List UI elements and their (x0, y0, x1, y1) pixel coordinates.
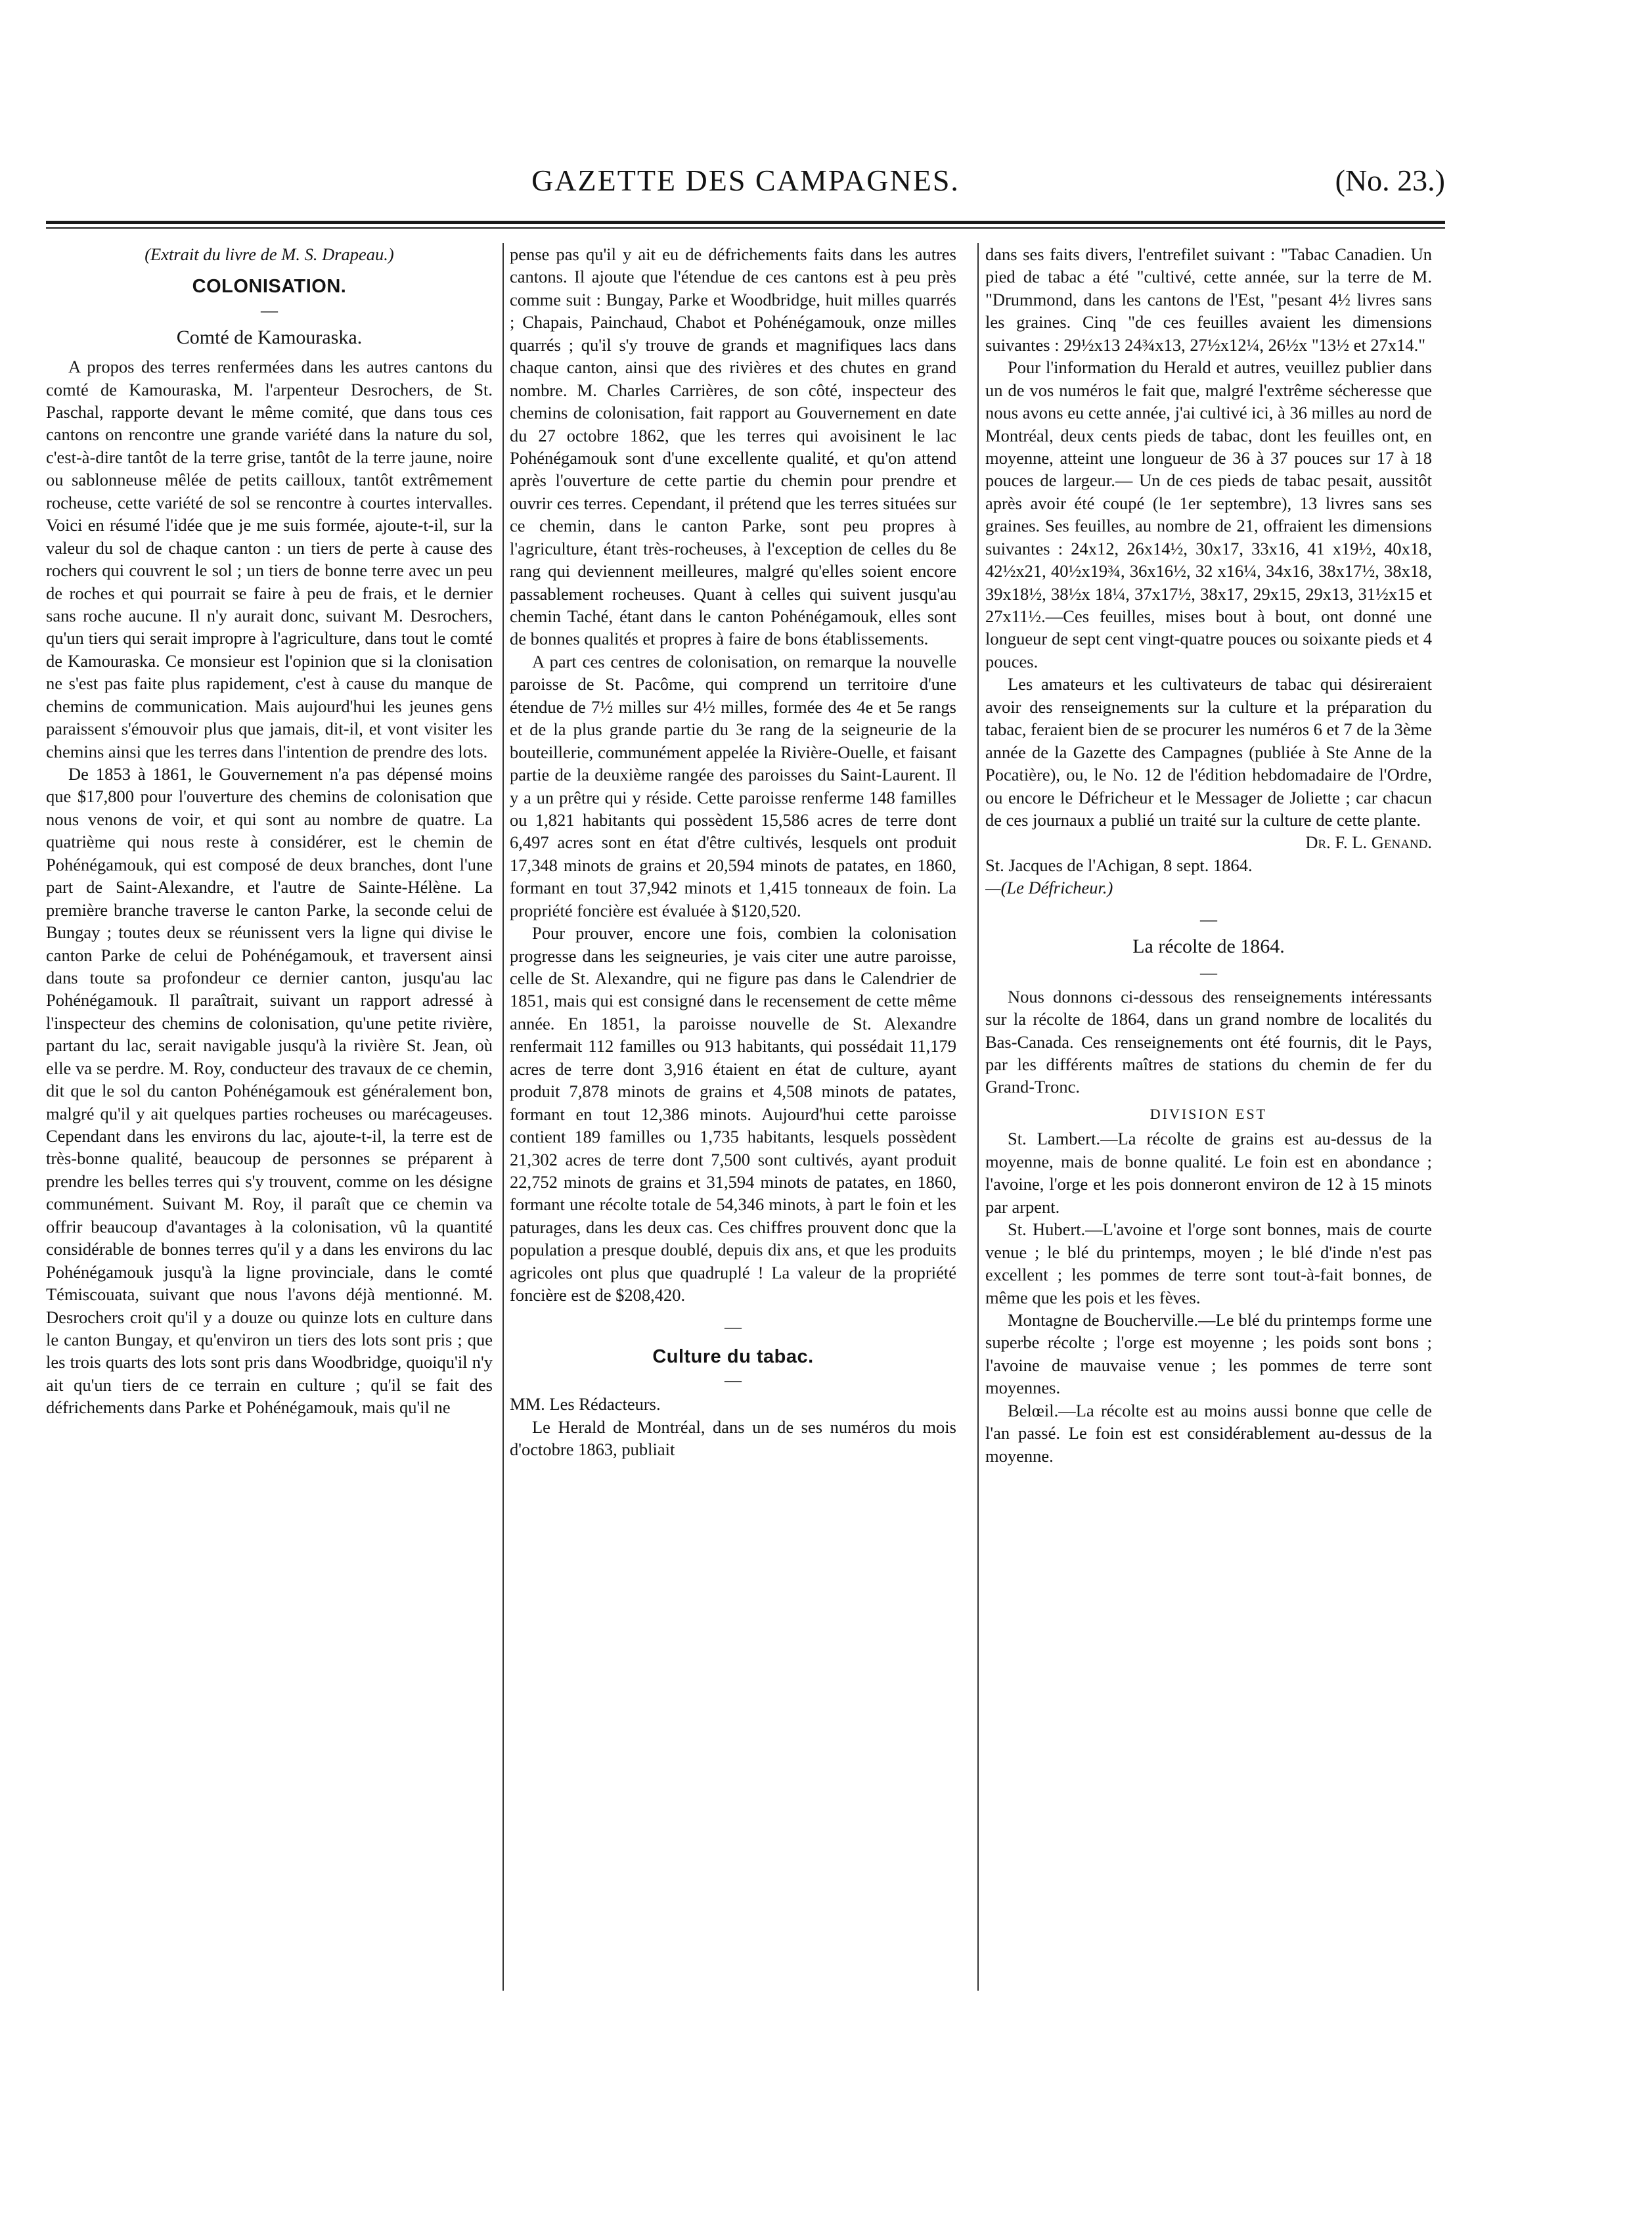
paragraph: Les amateurs et les cultivateurs de tabac qui désireraient avoir des renseignements sur la culture et la préparation du tabac, feraient bien de se procurer les numéros 6 et 7 de la 3ème année de la Gazette des Campagnes (publiée à Ste Anne de la Pocatière), ou, le No. 12 de l'édition hebdomadaire de l'Ordre, ou encore le Défricheur et le Messager de Joliette ; car chacun de ces journaux a publié un traité sur la culture de cette plante. (985, 674, 1432, 830)
newspaper-title: GAZETTE DES CAMPAGNES. (531, 164, 960, 197)
header-rule-thin (46, 227, 1445, 229)
separator-dash: — (1200, 909, 1217, 929)
separator-dash: — (1200, 962, 1217, 982)
paragraph: dans ses faits divers, l'entrefilet suivant : "Tabac Canadien. Un pied de tabac a été "cultivé, cette année, sur la terre de M. "Drummond, dans les cantons de l'Est, "pesant 4½ livres sans les graines. Cinq "de ces feuilles avaient les dimensions suivantes : 29½x13 24¾x13, 27½x12¼, 26½x "13½ et 27x14." (985, 244, 1432, 355)
paragraph: Le Herald de Montréal, dans un de ses numéros du mois d'octobre 1863, publiait (510, 1416, 956, 1460)
paragraph: St. Hubert.—L'avoine et l'orge sont bonnes, mais de courte venue ; le blé du printemps, moyen ; le blé d'inde n'est pas excellent ; les pommes de terre sont tout-à-fait bonnes, de même que les pois et les fèves. (985, 1219, 1432, 1307)
paragraph: A part ces centres de colonisation, on remarque la nouvelle paroisse de St. Pacôme, qui comprend un territoire d'une étendue de 7½ milles sur 4½ milles, formée des 4e et 5e rangs et de la plus grande partie du 3e rang de la seigneurie de la bouteillerie, communément appelée la Rivière-Ouelle, et faisant partie de la deuxième rangée des paroisses du Saint-Laurent. Il y a un prêtre qui y réside. Cette paroisse renferme 148 familles ou 1,821 habitants qui possèdent 15,586 acres de terre dont 6,497 acres sont en état d'être cultivés, lesquels ont produit 17,348 minots de grains et 20,594 minots de patates, en 1860, formant en tout 37,942 minots et 1,415 tonneaux de foin. La propriété foncière est évaluée à $120,520. (510, 651, 956, 920)
salutation: MM. Les Rédacteurs. (510, 1394, 661, 1414)
article-title: La récolte de 1864. (1132, 935, 1285, 957)
signature: Dr. F. L. Genand. (1305, 832, 1432, 853)
article-title: Culture du tabac. (652, 1346, 814, 1367)
issue-number: (No. 23.) (1335, 164, 1445, 197)
header-rule-thick (46, 221, 1445, 224)
separator-dash: — (261, 301, 278, 321)
extract-note: (Extrait du livre de M. S. Drapeau.) (145, 244, 394, 264)
paragraph: A propos des terres renfermées dans les autres cantons du comté de Kamouraska, M. l'arpenteur Desrochers, de St. Paschal, rapporte devant le même comité, que dans tous ces cantons on rencontre une grande variété dans la nature du sol, c'est-à-dire tantôt de la terre grise, tantôt de la terre jaune, noire ou sablonneuse mêlée de petits cailloux, tantôt extrêmement rocheuse, cette variété de sol se rencontre à courtes intervalles. Voici en résumé l'idée que je me suis formée, ajoute-t-il, sur la valeur du sol de chaque canton : un tiers de perte à cause des rochers qui couvrent le sol ; un tiers de bonne terre avec un peu de roches et qui pourrait se faire à peu de frais, et le dernier sans roche aucune. Il n'y aurait donc, suivant M. Desrochers, qu'un tiers qui serait impropre à l'agriculture, dans tout le comté de Kamouraska. Ce monsieur est l'opinion que si la clonisation ne s'est pas faite plus rapidement, c'est à cause du manque de chemins de communication. Mais aujourd'hui les jeunes gens paraissent s'émouvoir plus que jamais, dit-il, et vont visiter les chemins ainsi que les terres dans l'intention de prendre des lots. (46, 357, 493, 761)
paragraph: St. Lambert.—La récolte de grains est au-dessus de la moyenne, mais de bonne qualité. Le foin est en abondance ; l'avoine, l'orge et les pois donneront environ de 12 à 15 minots par arpent. (985, 1129, 1432, 1217)
page-header (46, 163, 1445, 209)
column-2 (510, 243, 956, 2004)
paragraph: pense pas qu'il y ait eu de défrichements faits dans les autres cantons. Il ajoute que l'étendue de ces cantons est à peu près comme suit : Bungay, Parke et Woodbridge, huit milles quarrés ; Chapais, Painchaud, Chabot et Pohénégamouk, onze milles quarrés ; qu'il s'y trouve de grands et magnifiques lacs dans chaque canton, ainsi que des rivières et des chutes en grand nombre. M. Charles Carrières, de son côté, inspecteur des chemins de colonisation, fait rapport au Gouvernement en date du 27 octobre 1862, que les terres qui avoisinent le lac Pohénégamouk sont d'une excellente qualité, et qu'on attend après l'ouverture de cette partie du chemin pour prendre et ouvrir ces terres. Cependant, il prétend que les terres situées sur ce chemin, dans le canton Parke, sont peu propres à l'agriculture, étant très-rocheuses, à l'exception de celles du 8e rang qui deviennent meilleures, malgré qu'elles soient encore passablement rocheuses. Quant à celles qui suivent jusqu'au chemin Taché, étant dans le canton Pohénégamouk, elles sont de bonnes qualités et propres à faire de bons établissements. (510, 244, 956, 649)
section-heading: COLONISATION. (192, 276, 347, 298)
paragraph: Pour l'information du Herald et autres, veuillez publier dans un de vos numéros le fait que, malgré l'extrême sécheresse que nous avons eu cette année, j'ai cultivé ici, à 36 milles au nord de Montréal, deux cents pieds de tabac, dont les feuilles ont, en moyenne, atteint une longueur de 36 à 37 pouces sur 17 à 18 pouces de largeur.— Un de ces pieds de tabac pesait, aussitôt après avoir été coupé (le 1er septembre), 13 livres sans ses graines. Ses feuilles, au nombre de 21, offraient les dimensions suivantes : 24x12, 26x14½, 30x17, 33x16, 41 x19½, 40x18, 42½x21, 40½x19¾, 36x16½, 32 x16¼, 34x16, 38x17½, 38x18, 39x18½, 38½x 18¼, 37x17½, 38x17, 29x15, 29x13, 31½x15 et 27x11½.—Ces feuilles, mises bout à bout, ont donné une longueur de sept cent vingt-quatre pouces ou soixante pieds et 4 pouces. (985, 357, 1432, 671)
column-1 (46, 243, 493, 2004)
dateline: St. Jacques de l'Achigan, 8 sept. 1864. (985, 855, 1253, 875)
column-divider (977, 243, 979, 1991)
paragraph: Belœil.—La récolte est au moins aussi bonne que celle de l'an passé. Le foin est est considérablement au-dessus de la moyenne. (985, 1400, 1432, 1466)
paragraph: Pour prouver, encore une fois, combien la colonisation progresse dans les seigneuries, je vais citer une autre paroisse, celle de St. Alexandre, qui ne figure pas dans le Calendrier de 1851, mais qui est consigné dans le recensement de cette même année. En 1851, la paroisse nouvelle de St. Alexandre renfermait 112 familles ou 913 habitants, qui possédait 11,179 acres de terre dont 3,916 étaient en état de culture, ayant produit 7,878 minots de grains et 4,508 minots de patates, formant en tout 12,386 minots. Aujourd'hui cette paroisse contient 189 familles ou 1,735 habitants, lesquels possèdent 21,302 acres de terre dont 7,500 sont cultivés, ayant produit 22,752 minots de grains et 31,594 minots de patates, en 1860, formant une récolte totale de 54,346 minots, à part le foin et les paturages, dans les deux cas. Ces chiffres prouvent donc que la population a presque doublé, depuis dix ans, et que les produits agricoles ont plus que quadruplé ! La valeur de la propriété foncière est de $208,420. (510, 923, 956, 1305)
paragraph: Nous donnons ci-dessous des renseignements intéressants sur la récolte de 1864, dans un grand nombre de localités du Bas-Canada. Ces renseignements ont été fournis, dit le Pays, par les différents maîtres de stations du chemin de fer du Grand-Tronc. (985, 986, 1432, 1097)
division-heading: DIVISION EST (1150, 1105, 1268, 1122)
column-divider (502, 243, 504, 1991)
paragraph: De 1853 à 1861, le Gouvernement n'a pas dépensé moins que $17,800 pour l'ouverture des chemins de colonisation que nous venons de voir, et qui sont au nombre de quatre. La quatrième qui nous reste à considérer, est le chemin de Pohénégamouk, qui est composé de deux branches, dont l'une part de Saint-Alexandre, et l'autre de Sainte-Hélène. La première branche traverse le canton Parke, la seconde celui de Bungay ; toutes deux se réunissent vers la ligne qui divise le canton Parke de celui de Pohénégamouk, et traversent ainsi dans toute sa profondeur ce dernier canton, jusqu'au lac Pohénégamouk. Il paraîtrait, suivant un rapport adressé à l'inspecteur des chemins de colonisation, qu'une petite rivière, partant du lac, serait navigable jusqu'à la rivière St. Jean, où elle va se perdre. M. Roy, conducteur des travaux de ce chemin, dit que le sol du canton Pohénégamouk est généralement bon, malgré qu'il y ait quelques parties rocheuses ou marécageuses. Cependant dans les environs du lac, ajoute-t-il, la terre est de très-bonne qualité, beaucoup de personnes se préparent à prendre les belles terres qui s'y trouvent, comme on les désigne communément. Suivant M. Roy, il paraît que ce chemin va offrir beaucoup d'avantages à la colonisation, vû la quantité considérable de bonnes terres qu'il y a dans les environs du lac Pohénégamouk jusqu'à la ligne provinciale, dans le comté Témiscouata, suivant que nous l'avons déjà mentionné. M. Desrochers croit qu'il y a douze ou quinze lots en culture dans le canton Bungay, et qu'environ un tiers des lots sont pris ; que les trois quarts des lots sont pris dans Woodbridge, quoiqu'il n'y ait qu'un tiers de ce terrain en culture ; qu'il se fait des défrichements dans Parke et Pohénégamouk, mais qu'il ne (46, 764, 493, 1418)
source-credit: —(Le Défricheur.) (985, 878, 1113, 898)
separator-dash: — (725, 1370, 742, 1390)
article-subtitle: Comté de Kamouraska. (176, 327, 363, 349)
column-3 (985, 243, 1432, 2004)
paragraph: Montagne de Boucherville.—Le blé du printemps forme une superbe récolte ; l'orge est moyenne ; les poids sont bons ; l'avoine de mauvaise venue ; les pommes de terre sont moyennes. (985, 1309, 1432, 1398)
separator-dash: — (725, 1317, 742, 1336)
